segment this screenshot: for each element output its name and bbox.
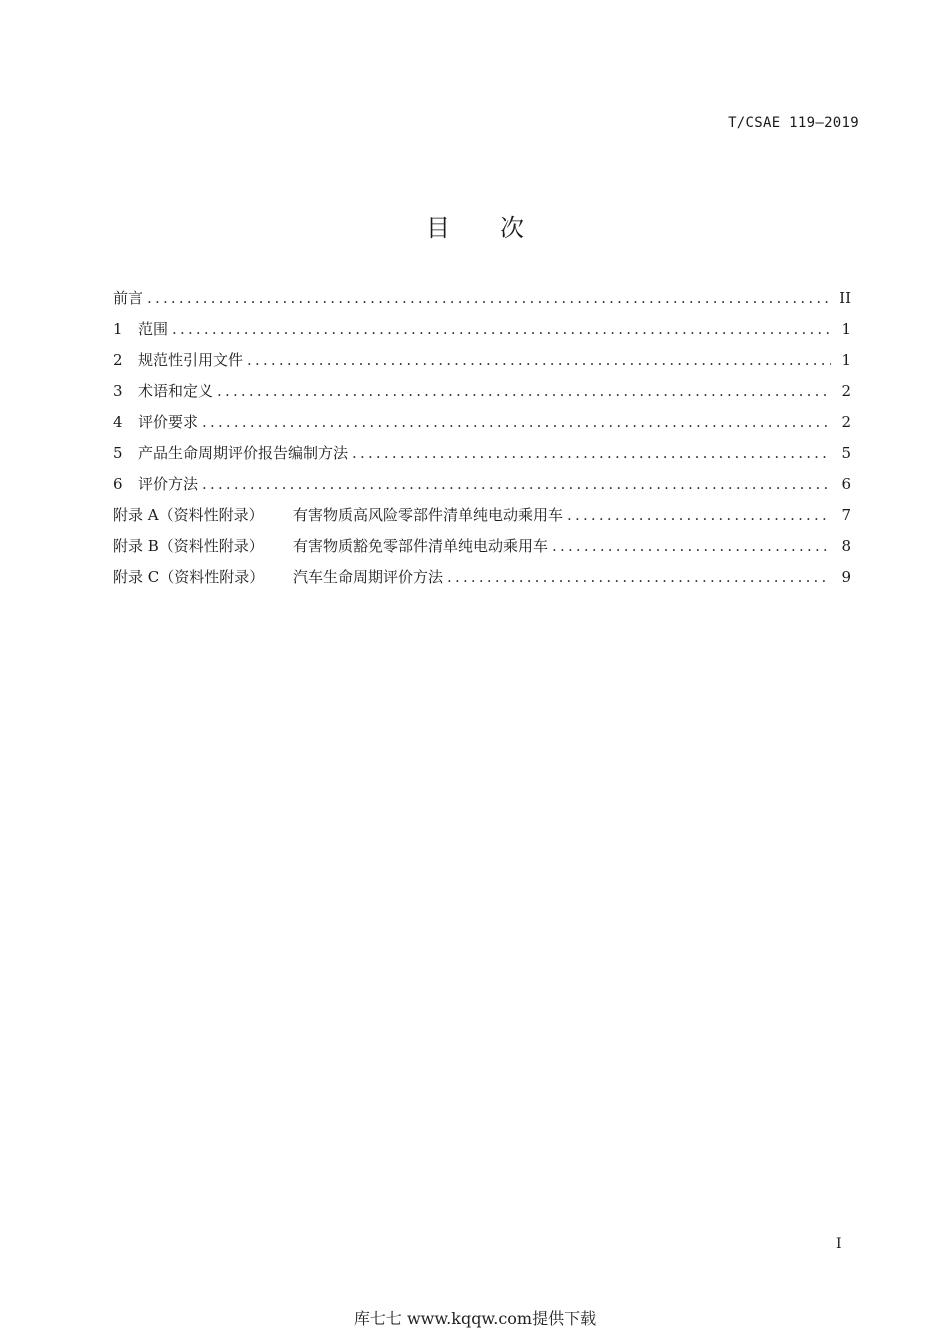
toc-entry-page: 7	[841, 506, 851, 524]
toc-title: 目次	[426, 214, 574, 242]
toc-entry-label: 汽车生命周期评价方法	[293, 568, 444, 586]
toc-entry-number: 1	[113, 320, 123, 338]
toc-leader-dots	[202, 410, 831, 434]
toc-entry-scope[interactable]	[113, 317, 851, 348]
toc-entry-number: 5	[113, 444, 123, 462]
toc-leader-dots	[172, 317, 831, 341]
document-code: T/CSAE 119—2019	[728, 115, 859, 131]
toc-entry-page: 1	[841, 320, 851, 338]
toc-entry-number: 6	[113, 475, 123, 493]
toc-leader-dots	[552, 534, 831, 558]
toc-leader-dots	[567, 503, 831, 527]
appendix-tag: 附录 C（资料性附录）	[113, 568, 265, 586]
toc-entry-label: 产品生命周期评价报告编制方法	[138, 444, 349, 462]
toc-entry-label: 范围	[138, 320, 169, 338]
toc-entry-terms-definitions[interactable]	[113, 379, 851, 410]
toc-entry-report-method[interactable]	[113, 441, 851, 472]
toc-entry-page: 2	[841, 382, 851, 400]
toc-entry-label: 规范性引用文件	[138, 351, 244, 369]
toc-entry-label: 评价要求	[138, 413, 199, 431]
toc-leader-dots	[202, 472, 831, 496]
download-watermark: 库七七 www.kqqw.com提供下载	[353, 1309, 597, 1328]
toc-entry-page: 8	[841, 537, 851, 555]
toc-entry-number: 4	[113, 413, 123, 431]
toc-leader-dots	[247, 348, 831, 372]
toc-leader-dots	[352, 441, 831, 465]
toc-entry-label: 术语和定义	[138, 382, 214, 400]
toc-entry-label: 前言	[113, 289, 144, 307]
page-number: I	[836, 1236, 842, 1252]
toc-entry-number: 2	[113, 351, 123, 369]
appendix-tag: 附录 A（资料性附录）	[113, 506, 264, 524]
toc-leader-dots	[447, 565, 831, 589]
toc-entry-page: 1	[841, 351, 851, 369]
toc-entry-foreword[interactable]	[113, 286, 851, 317]
toc-leader-dots	[217, 379, 831, 403]
toc-entry-appendix-a[interactable]	[113, 503, 851, 534]
toc-entry-number: 3	[113, 382, 123, 400]
toc-entry-label: 有害物质豁免零部件清单纯电动乘用车	[293, 537, 549, 555]
toc-entry-appendix-c[interactable]	[113, 565, 851, 596]
toc-entry-evaluation-requirements[interactable]	[113, 410, 851, 441]
toc-leader-dots	[147, 286, 831, 310]
toc-entry-appendix-b[interactable]	[113, 534, 851, 565]
toc-entry-label: 有害物质高风险零部件清单纯电动乘用车	[293, 506, 564, 524]
toc-entry-page: 5	[841, 444, 851, 462]
toc-entry-page: 6	[841, 475, 851, 493]
toc-entry-page: 9	[841, 568, 851, 586]
toc-entry-page: 2	[841, 413, 851, 431]
toc-entry-evaluation-method[interactable]	[113, 472, 851, 503]
toc-entry-page: II	[839, 289, 851, 307]
toc-entry-normative-references[interactable]	[113, 348, 851, 379]
table-of-contents	[113, 286, 851, 596]
appendix-tag: 附录 B（资料性附录）	[113, 537, 264, 555]
toc-entry-label: 评价方法	[138, 475, 199, 493]
